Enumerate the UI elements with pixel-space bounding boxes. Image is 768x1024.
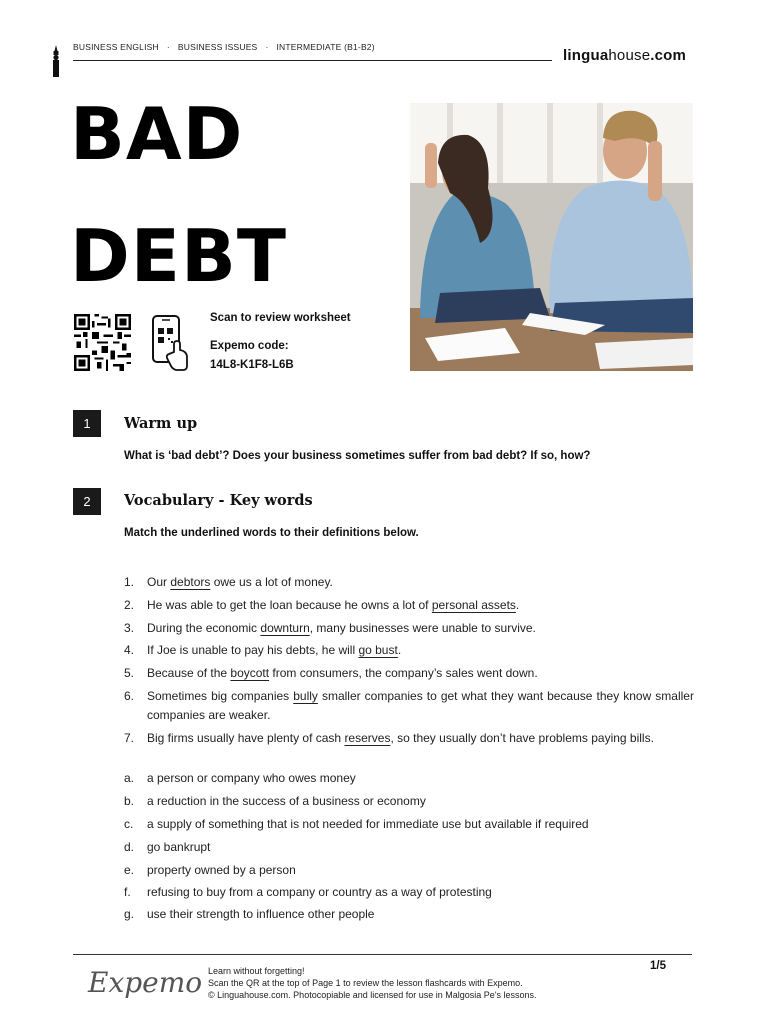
- definition-item: [124, 861, 694, 880]
- definition-letter: b.: [124, 794, 135, 808]
- definition-text: a supply of something that is not needed for immediate use but available if required: [147, 817, 589, 831]
- definition-item: [124, 838, 694, 857]
- stressed-couple-photo: [410, 103, 693, 371]
- definition-letter: d.: [124, 840, 135, 854]
- definition-text: refusing to buy from a company or country as a way of protesting: [147, 885, 492, 899]
- sentence-item: [124, 596, 694, 615]
- title-line-1: BAD: [70, 92, 244, 176]
- section-1-title: Warm up: [124, 415, 198, 432]
- key-word: reserves: [344, 731, 391, 745]
- separator: ·: [166, 42, 170, 52]
- key-word: debtors: [170, 575, 211, 589]
- brand-logo: [563, 47, 686, 64]
- key-word: bully: [293, 689, 318, 703]
- sentence-item: [124, 619, 694, 638]
- definition-item: [124, 905, 694, 924]
- definition-letter: e.: [124, 863, 135, 877]
- definition-letter: f.: [124, 885, 131, 899]
- page-number: 1/5: [650, 960, 666, 972]
- definition-text: property owned by a person: [147, 863, 296, 877]
- definition-item: [124, 815, 694, 834]
- sentence-item: [124, 729, 694, 748]
- sentence-item: [124, 573, 694, 592]
- sentence-number: 6.: [124, 689, 135, 703]
- footer-copyright: © Linguahouse.com. Photocopiable and licensed for use in Malgosia Pe's lessons.: [208, 990, 537, 1000]
- qr-code-icon: [73, 314, 132, 371]
- separator: ·: [265, 42, 269, 52]
- expemo-code: 14L8-K1F8-L6B: [210, 359, 294, 371]
- section-2-title: Vocabulary - Key words: [124, 492, 313, 509]
- definition-letter: g.: [124, 907, 135, 921]
- sentence-text: Big firms usually have plenty of cash reserves, so they usually don’t have problems paying bills.: [147, 731, 654, 745]
- header-categories: [73, 42, 375, 52]
- brand-part-1: lingua: [563, 47, 609, 64]
- footer-divider: [73, 954, 692, 955]
- sentence-number: 3.: [124, 621, 135, 635]
- footer-instruction: Scan the QR at the top of Page 1 to review the lesson flashcards with Expemo.: [208, 978, 523, 988]
- brand-tld: .com: [650, 47, 687, 64]
- category-business-english: BUSINESS ENGLISH: [73, 42, 159, 52]
- brand-part-2: house: [608, 47, 651, 64]
- key-word: go bust: [358, 643, 398, 657]
- expemo-logo: Expemo: [88, 966, 203, 999]
- sentence-text: During the economic downturn, many businesses were unable to survive.: [147, 621, 536, 635]
- sentence-text: Because of the boycott from consumers, the company’s sales went down.: [147, 666, 538, 680]
- category-business-issues: BUSINESS ISSUES: [177, 42, 258, 52]
- footer-tagline: Learn without forgetting!: [208, 966, 305, 976]
- sentence-item: [124, 687, 694, 725]
- definition-letter: c.: [124, 817, 134, 831]
- sentence-text: If Joe is unable to pay his debts, he will go bust.: [147, 643, 402, 657]
- phone-scan-icon: [150, 314, 190, 372]
- sentence-number: 7.: [124, 731, 135, 745]
- sentence-text: He was able to get the loan because he owns a lot of personal assets.: [147, 598, 520, 612]
- definition-text: a reduction in the success of a business or economy: [147, 794, 426, 808]
- definition-text: go bankrupt: [147, 840, 211, 854]
- sentence-number: 5.: [124, 666, 135, 680]
- scan-instruction: Scan to review worksheet: [210, 312, 351, 324]
- definition-text: a person or company who owes money: [147, 771, 356, 785]
- vocabulary-instruction: Match the underlined words to their definitions below.: [124, 527, 419, 539]
- expemo-code-label: Expemo code:: [210, 340, 289, 352]
- sentence-text: Sometimes big companies bully smaller companies to get what they want because they know smaller companies are weaker.: [147, 689, 694, 722]
- definition-item: [124, 792, 694, 811]
- key-word: downturn: [260, 621, 310, 635]
- sentence-number: 2.: [124, 598, 135, 612]
- big-ben-logo-icon: [50, 45, 62, 77]
- definition-text: use their strength to influence other people: [147, 907, 375, 921]
- section-1-number: 1: [73, 410, 101, 437]
- definition-item: [124, 883, 694, 902]
- definition-item: [124, 769, 694, 788]
- title-line-2: DEBT: [70, 214, 287, 298]
- warm-up-question: What is ‘bad debt’? Does your business sometimes suffer from bad debt? If so, how?: [124, 450, 591, 462]
- sentence-item: [124, 664, 694, 683]
- header-divider: [73, 60, 552, 61]
- key-word: boycott: [230, 666, 270, 680]
- key-word: personal assets: [431, 598, 516, 612]
- sentence-number: 4.: [124, 643, 135, 657]
- definition-letter: a.: [124, 771, 135, 785]
- sentence-number: 1.: [124, 575, 135, 589]
- section-2-number: 2: [73, 488, 101, 515]
- sentence-item: [124, 641, 694, 660]
- sentence-text: Our debtors owe us a lot of money.: [147, 575, 333, 589]
- category-level: INTERMEDIATE (B1-B2): [276, 42, 375, 52]
